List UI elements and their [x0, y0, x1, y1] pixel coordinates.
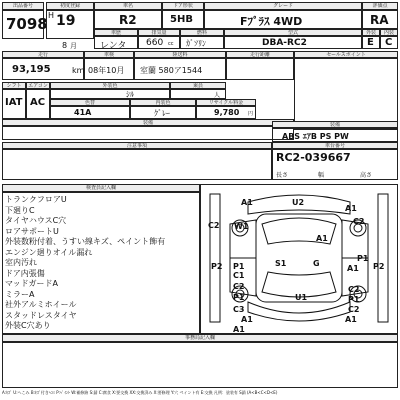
diagram-mark: U2 [292, 198, 305, 207]
color-no: 41A [74, 108, 92, 117]
mileage-note-box [226, 58, 294, 80]
equip-box [2, 126, 294, 140]
door-label: ドア形状 [162, 2, 204, 10]
legend-text: A:ｷｽﾞ U:へこみ B:ｷｽﾞ付きﾍｺﾐ P:ﾍﾟｲﾝﾄ W:補修跡 S:錆 C:腐食 X:要交換 XX:交換済み X:要修理 Y:穴 ペイント有 E:交換 凡例：塗装有 S錆 (A<B<C<D<E) [2, 390, 278, 395]
color-label: 外装色 [50, 82, 170, 89]
grade-label: グレード [204, 2, 362, 10]
first-reg-label: 初度登録 [46, 2, 94, 10]
note-line: トランクフロアU [5, 195, 67, 204]
chassis-number: RC2-039667 [276, 151, 351, 164]
office-title: 事務局記入欄 [2, 334, 398, 342]
car-name: R2 [119, 13, 137, 27]
diagram-mark: S1 [275, 259, 287, 268]
width-label: 幅 [318, 172, 325, 179]
color: ｼﾙ [126, 90, 134, 99]
diagram-mark: P1 [357, 254, 369, 263]
note-line: ドア内張傷 [5, 268, 45, 278]
vehicle-label: 車歴 [94, 29, 138, 36]
score-label: 評価点 [362, 2, 398, 10]
length-label: 長さ [276, 172, 289, 179]
diagram-mark: A1 [347, 264, 359, 273]
model-label: 型式 [224, 29, 362, 36]
diagram-mark: P2 [211, 262, 223, 271]
mileage-label: 走行 [2, 51, 84, 58]
model: DBA-RC2 [262, 38, 307, 48]
note-line: エンジン廻りオイル漏れ [5, 247, 93, 257]
diagram-mark: P2 [373, 262, 385, 271]
recycle-label: リサイクル料金 [196, 99, 256, 106]
diagram-mark: A1 [233, 325, 245, 334]
note-line: スタッドレスタイヤ [5, 310, 77, 320]
fuel-label: 燃料 [180, 29, 224, 36]
era: H [48, 11, 55, 20]
equipment-title: 装備 [272, 121, 398, 128]
diagram-mark: U1 [295, 293, 308, 302]
sales-point-box [294, 58, 398, 130]
shift-label: シフト [2, 82, 26, 89]
note-line: 室内汚れ [5, 258, 37, 267]
exterior-label: 外装 [362, 29, 380, 36]
note-line: ミラーA [5, 289, 35, 299]
note-line: ロアサポートU [5, 226, 59, 236]
inspector-notes-label: 注意事項 [2, 142, 272, 149]
inspection: 08年10月 [88, 66, 125, 75]
diagram-mark: P1 [233, 262, 245, 271]
dealer: 室蘭 580ア1544 [140, 66, 203, 75]
diagram-mark: A1 [241, 198, 253, 207]
diagram-mark: A1 [241, 315, 253, 324]
diagram-mark: C3 [233, 305, 245, 314]
chassis-label: 車台番号 [272, 142, 398, 149]
note-line: タイヤハウスC穴 [5, 216, 67, 225]
color-no-label: 色替 [50, 99, 130, 106]
equip-label: 装備 [2, 119, 294, 126]
equipment: ABS ｴｱB PS PW [282, 132, 349, 141]
diagram-mark: C2 [353, 217, 365, 226]
office-box [2, 342, 398, 388]
seats-label: 乗員 [170, 82, 226, 89]
inspection-label: 車検 [84, 51, 134, 58]
diagram-mark: C2 [233, 282, 245, 291]
ac: AC [30, 97, 46, 108]
yen-unit: 円 [248, 111, 254, 117]
diagram-mark: G [313, 259, 320, 268]
exterior-score: E [367, 37, 374, 48]
lot-number: 7098 [6, 15, 48, 33]
diagram-mark: A1 [345, 315, 357, 324]
displacement-label: 排気量 [138, 29, 180, 36]
note-line: 社外アルミホイール [5, 300, 77, 309]
mileage: 93,195 [12, 64, 51, 75]
diagram-mark: C1 [233, 271, 245, 280]
diagram-mark: W1 [234, 222, 249, 231]
diagram-mark: A1 [316, 234, 328, 243]
score: RA [370, 13, 389, 27]
diagram-mark: C2 [348, 305, 360, 314]
month: 8 [62, 41, 68, 50]
interior-score: C [385, 37, 393, 48]
inspector-notes-box [2, 149, 272, 180]
car-name-label: 車名 [94, 2, 162, 10]
fuel: ｶﾞｿﾘﾝ [186, 39, 206, 48]
vehicle-type: レンタ [100, 41, 127, 51]
note-line: 下廻りC [5, 205, 35, 215]
interior-color: ｸﾞﾚｰ [154, 109, 170, 118]
diagram-mark: A1 [345, 204, 357, 213]
diagram-mark: P1 [348, 295, 360, 304]
diagram-mark: C2 [348, 285, 360, 294]
color-box [50, 89, 170, 99]
note-line: 外装数粉付着、うすい線キズ、ペイント飾有 [5, 237, 166, 246]
notes-title: 検査員記入欄 [2, 184, 200, 192]
displacement: 660 [146, 38, 164, 48]
shift: IAT [5, 97, 23, 108]
note-line: 外装C穴あり [5, 321, 51, 330]
lot-label: 出品番号 [2, 2, 44, 10]
seats-unit: 人 [214, 92, 221, 99]
ac-label: エアコン [26, 82, 50, 89]
note-line: マッドガードA [5, 279, 58, 288]
cc-unit: cc [168, 41, 174, 47]
month-unit: 月 [70, 42, 77, 50]
year: 19 [56, 13, 76, 29]
recycle: 9,780 [214, 108, 240, 117]
sales-point-label: セールスポイント [294, 51, 398, 58]
interior-label: 内装 [380, 29, 398, 36]
door: 5HB [170, 14, 193, 25]
diagram-mark: C2 [208, 221, 220, 230]
diagram-mark: P1 [233, 293, 245, 302]
height-label: 高さ [360, 172, 373, 179]
grade: Fﾌﾟﾗｽ 4WD [240, 15, 303, 28]
mileage-note-label: 走行距離 [226, 51, 294, 58]
dealer-label: 陸送料 [134, 51, 226, 58]
interior-color-label: 内装色 [130, 99, 196, 106]
km-unit: km [72, 66, 85, 75]
